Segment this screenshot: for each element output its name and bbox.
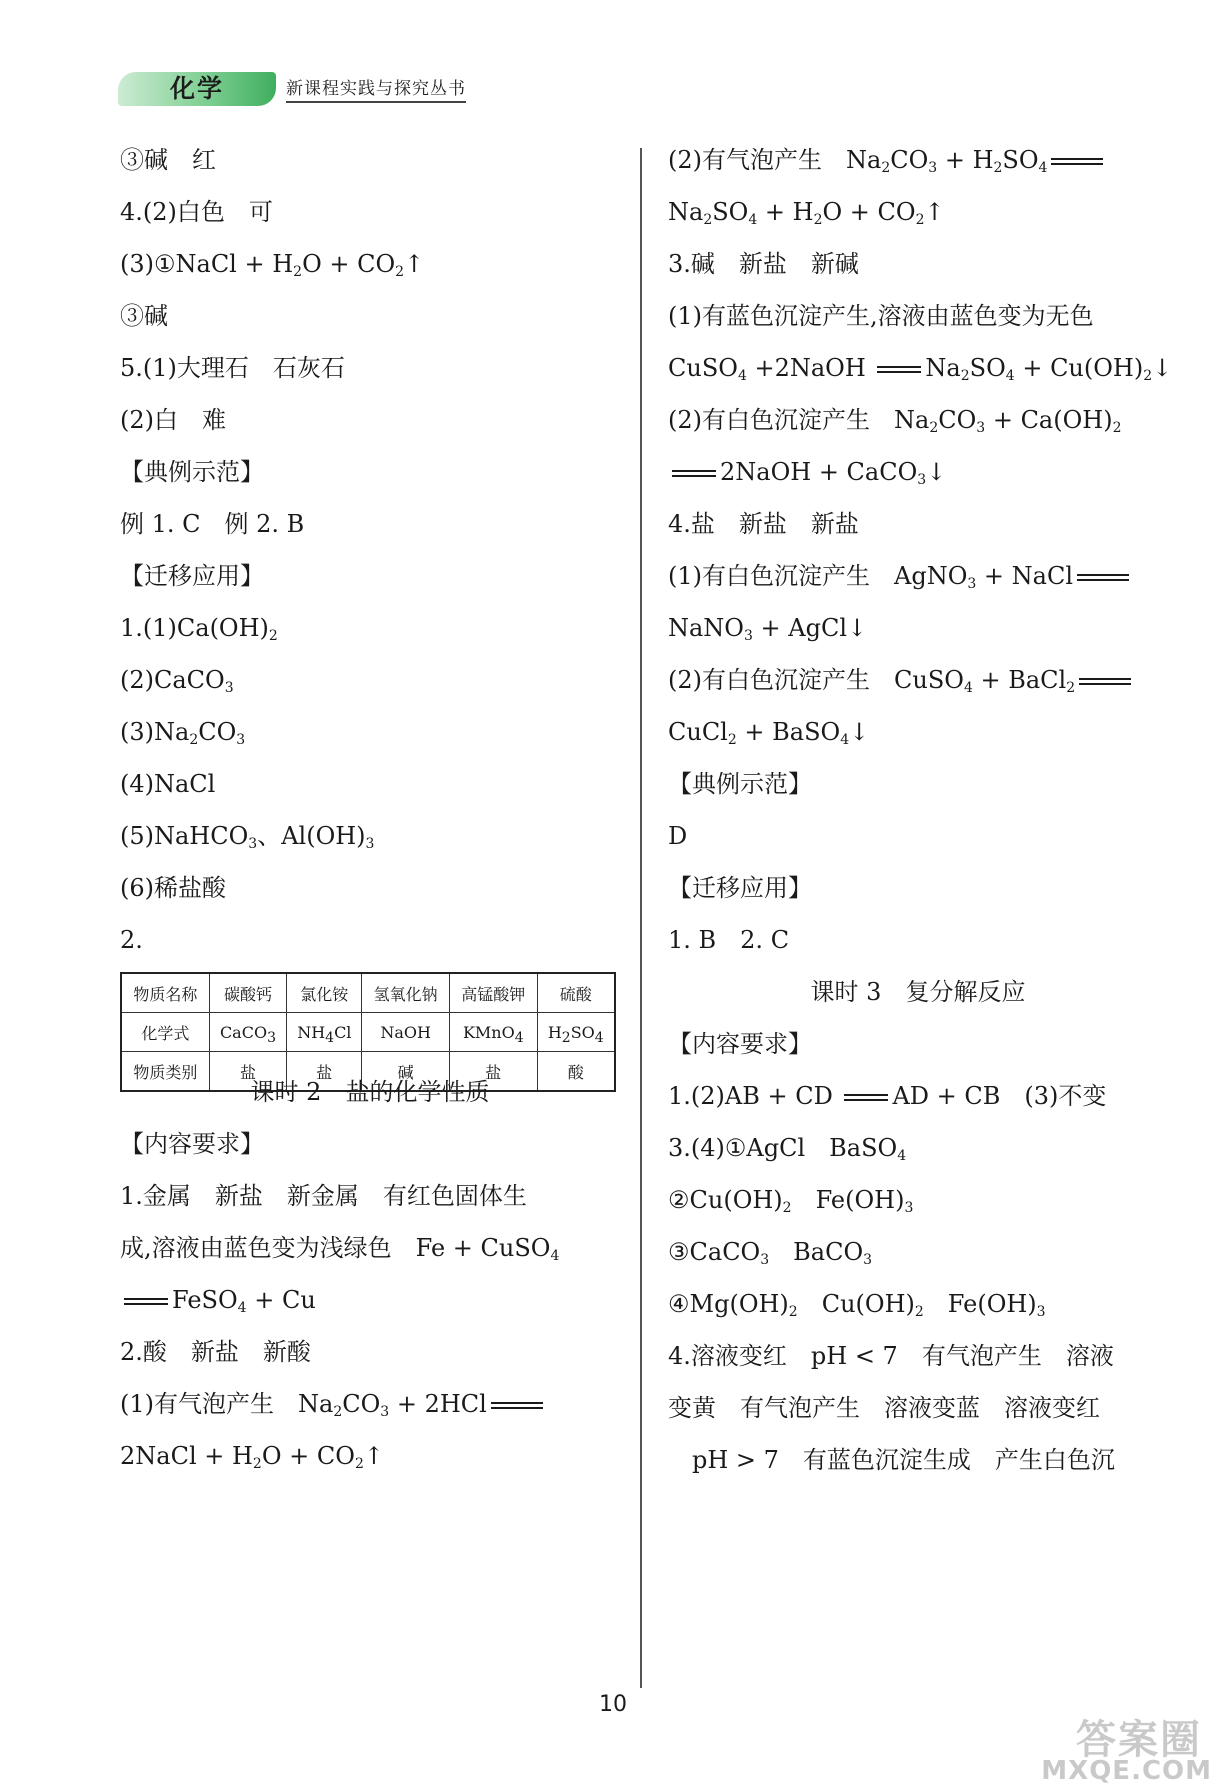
section-heading: 【典例示范】 — [120, 458, 264, 486]
answer-line: (2)CaCO$_3$ — [120, 666, 234, 696]
table-cell: 硫酸 — [537, 973, 615, 1013]
lesson-title: 课时 3 复分解反应 — [810, 978, 1026, 1006]
answer-line: 3.(4)①AgCl BaSO$_4$ — [668, 1134, 907, 1164]
page-number: 10 — [599, 1692, 627, 1717]
table-cell: 氢氧化钠 — [362, 973, 450, 1013]
table-cell: 氯化铵 — [287, 973, 362, 1013]
answer-line: 4.盐 新盐 新盐 — [668, 510, 859, 538]
answer-line: $②Cu(OH)_2$ $Fe(OH)_3$ — [668, 1186, 914, 1216]
answer-line: ③CaCO$_3$ BaCO$_3$ — [668, 1238, 873, 1268]
answer-line: D — [668, 822, 688, 850]
table-cell: NaOH — [362, 1013, 450, 1052]
watermark-logo — [1012, 1708, 1212, 1786]
table-cell: 物质名称 — [121, 973, 209, 1013]
answer-line: (2)有白色沉淀产生 $Na_2CO_3 + Ca(OH)_2$ — [668, 406, 1122, 436]
section-heading: 【内容要求】 — [668, 1030, 812, 1058]
answer-line: (1)有白色沉淀产生 AgNO$_3$ + NaCl — [668, 556, 1133, 596]
answer-line: (2)白 难 — [120, 406, 226, 434]
column-divider — [640, 148, 642, 1688]
answer-line: CuSO$_4$ +2NaOH $Na_2SO_4$ + $Cu(OH)_2↓$ — [668, 354, 1173, 384]
table-cell: 碱 — [362, 1052, 450, 1092]
table-row — [121, 973, 615, 1013]
page-header — [118, 68, 498, 108]
table-cell: 碳酸钙 — [209, 973, 287, 1013]
answer-line: NaNO$_3$ + AgCl↓ — [668, 614, 868, 644]
answer-line: 1. B 2. C — [668, 926, 790, 954]
watermark-text: 答案圈 — [1076, 1717, 1202, 1763]
table-cell: 盐 — [287, 1052, 362, 1092]
answer-line: (3)①NaCl + $H_2O$ + $CO_2↑$ — [120, 250, 425, 280]
answer-line: $(3)Na_2CO_3$ — [120, 718, 246, 748]
section-heading: 【典例示范】 — [668, 770, 812, 798]
answer-line: $Na_2SO_4 + H_2O$ + $CO_2↑$ — [668, 198, 945, 228]
table-cell: 酸 — [537, 1052, 615, 1092]
table-cell: 高锰酸钾 — [449, 973, 537, 1013]
table-cell: 盐 — [449, 1052, 537, 1092]
answer-line: 2NaCl + $H_2O$ + $CO_2↑$ — [120, 1442, 384, 1472]
table-cell: 盐 — [209, 1052, 287, 1092]
table-cell: 化学式 — [121, 1013, 209, 1052]
answer-line: 1.(2)AB + CD AD + CB (3)不变 — [668, 1082, 1107, 1110]
section-heading: 【迁移应用】 — [120, 562, 264, 590]
answer-line: 成,溶液由蓝色变为浅绿色 Fe + CuSO$_4$ — [120, 1234, 560, 1264]
answer-line: $1.(1)Ca(OH)_2$ — [120, 614, 278, 644]
section-heading: 【迁移应用】 — [668, 874, 812, 902]
lesson-title: 课时 2 盐的化学性质 — [250, 1078, 490, 1106]
answer-line: CuCl$_2$ + BaSO$_4$↓ — [668, 718, 870, 748]
answer-line: 4.(2)白色 可 — [120, 198, 273, 226]
answer-line: 1.金属 新盐 新金属 有红色固体生 — [120, 1182, 527, 1210]
watermark-url: MXQE.COM — [1041, 1756, 1212, 1786]
table-cell: $H_2SO_4$ — [537, 1013, 615, 1052]
section-heading: 【内容要求】 — [120, 1130, 264, 1158]
series-title: 新课程实践与探究丛书 — [286, 78, 466, 103]
answer-line: FeSO$_4$ + Cu — [120, 1280, 316, 1320]
answer-line: (2)有白色沉淀产生 CuSO$_4$ + BaCl$_2$ — [668, 660, 1135, 700]
table-cell: KMnO$_4$ — [449, 1013, 537, 1052]
answer-line: (5)NaHCO$_3$、$Al(OH)_3$ — [120, 822, 375, 852]
table-cell: $NH_4Cl$ — [287, 1013, 362, 1052]
table-row — [121, 1013, 615, 1052]
table-cell: 物质类别 — [121, 1052, 209, 1092]
subject-tab — [118, 72, 276, 106]
subject-label: 化学 — [170, 74, 225, 103]
answer-line: pH > 7 有蓝色沉淀生成 产生白色沉 — [668, 1446, 1115, 1474]
answer-line: (2)有气泡产生 $Na_2CO_3 + H_2SO_4$ — [668, 140, 1107, 180]
answer-line: 4.溶液变红 pH < 7 有气泡产生 溶液 — [668, 1342, 1114, 1370]
answer-line: (1)有蓝色沉淀产生,溶液由蓝色变为无色 — [668, 302, 1094, 330]
answer-line: ③碱 — [120, 302, 168, 330]
answer-line: ③碱 红 — [120, 146, 216, 174]
table-cell: CaCO$_3$ — [209, 1013, 287, 1052]
answer-line: 2NaOH + CaCO$_3$↓ — [668, 452, 946, 492]
answer-line: (6)稀盐酸 — [120, 874, 226, 902]
answer-line: 2.酸 新盐 新酸 — [120, 1338, 311, 1366]
answer-line: 3.碱 新盐 新碱 — [668, 250, 859, 278]
answer-line: 变黄 有气泡产生 溶液变蓝 溶液变红 — [668, 1394, 1100, 1422]
answer-line: (1)有气泡产生 $Na_2CO_3 + 2HCl$ — [120, 1384, 547, 1424]
answer-line: 2. — [120, 926, 143, 954]
answer-line: 例 1. C 例 2. B — [120, 510, 305, 538]
answer-line: (4)NaCl — [120, 770, 216, 798]
answer-line: 5.(1)大理石 石灰石 — [120, 354, 345, 382]
answer-line: $④Mg(OH)_2$ $Cu(OH)_2$ $Fe(OH)_3$ — [668, 1290, 1046, 1320]
